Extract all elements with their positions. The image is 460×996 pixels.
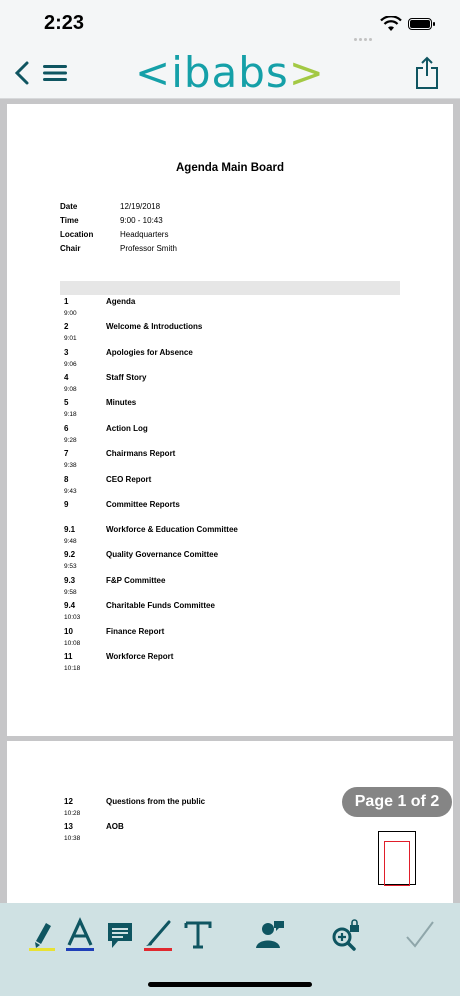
item-number: 11 bbox=[64, 652, 73, 661]
top-bar bbox=[0, 0, 460, 99]
item-time: 10:18 bbox=[64, 665, 81, 672]
item-time: 9:06 bbox=[64, 361, 77, 368]
item-time: 9:58 bbox=[64, 589, 77, 596]
item-time: 9:53 bbox=[64, 563, 77, 570]
item-number: 10 bbox=[64, 627, 73, 636]
item-number: 8 bbox=[64, 475, 69, 484]
wifi-icon bbox=[380, 16, 402, 32]
item-time: 10:38 bbox=[64, 835, 81, 842]
ibabs-logo: <ibabs> bbox=[134, 48, 325, 97]
text-tool-icon[interactable] bbox=[182, 917, 214, 953]
item-time: 9:18 bbox=[64, 411, 77, 418]
page-indicator-badge: Page 1 of 2 bbox=[342, 787, 452, 817]
item-time: 9:48 bbox=[64, 538, 77, 545]
section-divider bbox=[60, 281, 400, 295]
item-number: 9.3 bbox=[64, 576, 76, 585]
item-title: Questions from the public bbox=[106, 797, 206, 806]
item-time: 9:43 bbox=[64, 488, 77, 495]
item-number: 5 bbox=[64, 398, 69, 407]
meta-key: Location bbox=[60, 230, 94, 239]
item-number: 9.1 bbox=[64, 525, 76, 534]
item-number: 6 bbox=[64, 424, 69, 433]
document-title: Agenda Main Board bbox=[176, 162, 284, 174]
item-number: 3 bbox=[64, 348, 69, 357]
meta-value: 9:00 - 10:43 bbox=[120, 216, 163, 225]
battery-icon bbox=[408, 18, 432, 30]
item-title: Minutes bbox=[106, 398, 137, 407]
item-number: 12 bbox=[64, 797, 73, 806]
item-title: Workforce Report bbox=[106, 652, 174, 661]
item-title: AOB bbox=[106, 822, 124, 831]
item-time: 9:01 bbox=[64, 335, 77, 342]
item-title: CEO Report bbox=[106, 475, 152, 484]
item-title: Apologies for Absence bbox=[106, 348, 193, 357]
highlighter-icon[interactable] bbox=[26, 917, 58, 953]
meta-value: Headquarters bbox=[120, 230, 169, 239]
meta-value: 12/19/2018 bbox=[120, 202, 161, 211]
item-number: 4 bbox=[64, 373, 69, 382]
item-title: Workforce & Education Committee bbox=[106, 525, 238, 534]
comment-icon[interactable] bbox=[104, 917, 136, 953]
item-title: Committee Reports bbox=[106, 500, 180, 509]
item-title: Finance Report bbox=[106, 627, 165, 636]
item-title: Quality Governance Comittee bbox=[106, 550, 219, 559]
item-number: 7 bbox=[64, 449, 69, 458]
item-time: 10:28 bbox=[64, 810, 81, 817]
item-time: 9:28 bbox=[64, 437, 77, 444]
share-icon[interactable] bbox=[414, 56, 440, 90]
meta-key: Date bbox=[60, 202, 78, 211]
home-indicator bbox=[148, 982, 312, 987]
zoom-lock-icon[interactable] bbox=[330, 917, 362, 953]
cellular-signal-icon bbox=[354, 28, 376, 34]
item-time: 9:38 bbox=[64, 462, 77, 469]
status-time: 2:23 bbox=[44, 12, 85, 34]
item-time: 9:08 bbox=[64, 386, 77, 393]
pen-icon[interactable] bbox=[142, 917, 174, 953]
item-time: 10:08 bbox=[64, 640, 81, 647]
meta-key: Chair bbox=[60, 244, 81, 253]
item-title: F&P Committee bbox=[106, 576, 166, 585]
meta-value: Professor Smith bbox=[120, 244, 177, 253]
text-color-icon[interactable] bbox=[64, 917, 96, 953]
share-person-icon[interactable] bbox=[254, 917, 286, 953]
item-number: 9.2 bbox=[64, 550, 76, 559]
checkmark-icon[interactable] bbox=[404, 917, 436, 953]
item-title: Staff Story bbox=[106, 373, 147, 382]
item-title: Action Log bbox=[106, 424, 148, 433]
item-number: 2 bbox=[64, 322, 69, 331]
item-number: 1 bbox=[64, 297, 69, 306]
meta-key: Time bbox=[60, 216, 79, 225]
item-title: Chairmans Report bbox=[106, 449, 176, 458]
item-number: 9.4 bbox=[64, 601, 76, 610]
item-title: Charitable Funds Committee bbox=[106, 601, 215, 610]
item-title: Welcome & Introductions bbox=[106, 322, 203, 331]
item-time: 10:03 bbox=[64, 614, 81, 621]
item-time: 9:00 bbox=[64, 310, 77, 317]
item-number: 9 bbox=[64, 500, 69, 509]
viewport-indicator bbox=[384, 841, 410, 886]
item-title: Agenda bbox=[106, 297, 136, 306]
document-page-1 bbox=[7, 104, 453, 736]
item-number: 13 bbox=[64, 822, 73, 831]
